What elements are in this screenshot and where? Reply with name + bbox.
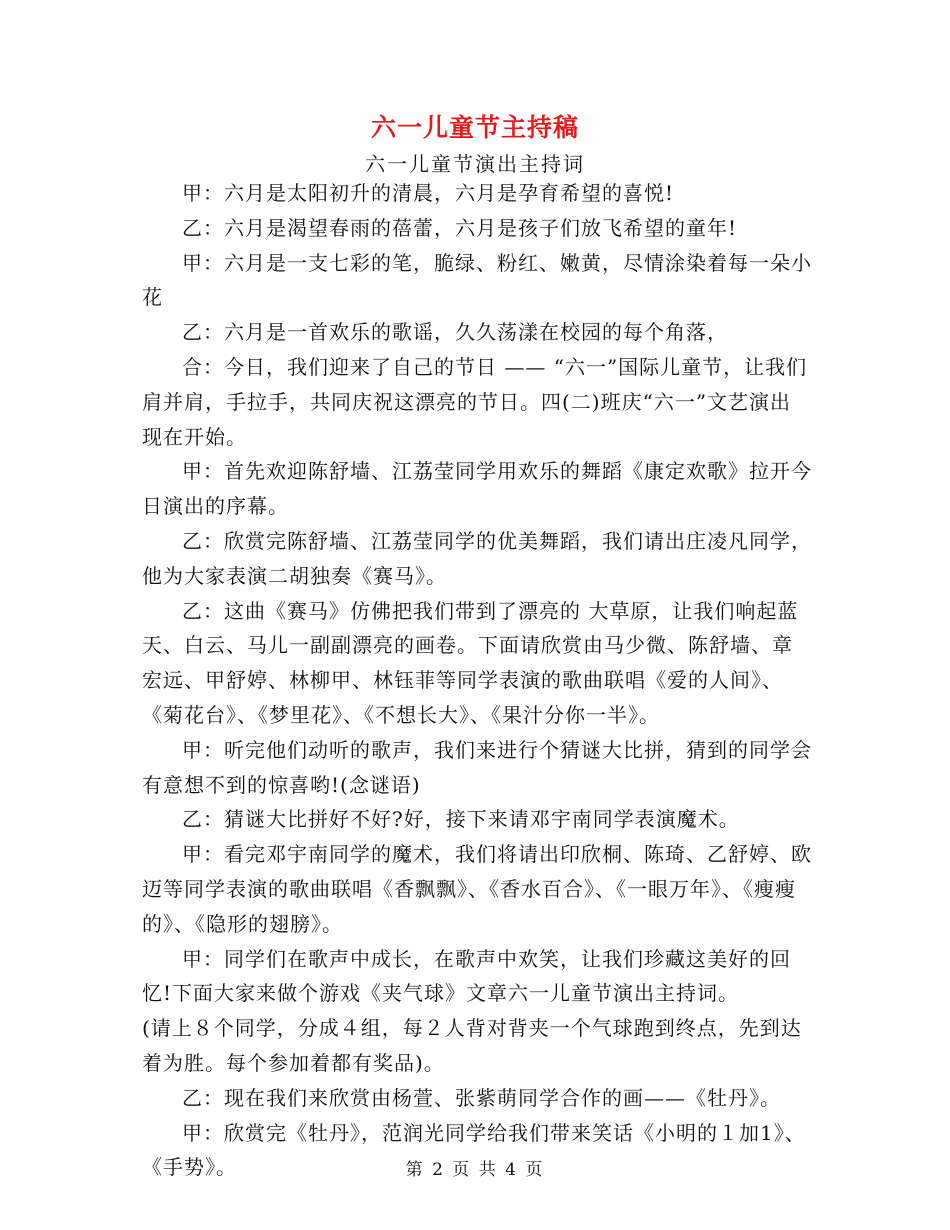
paragraph: 甲：首先欢迎陈舒墙、江荔莹同学用欢乐的舞蹈《康定欢歌》拉开今日演出的序幕。 — [142, 459, 812, 519]
paragraph: 乙：这曲《赛马》仿佛把我们带到了漂亮的 大草原，让我们响起蓝天、白云、马儿一副副漂亮的画卷。下面请欣赏由马少微、陈舒墙、章宏远、甲舒婷、林柳甲、林钰菲等同学表演的歌曲联唱《爱的人间》、《菊花台》、《梦里花》、《不想长大》、《果汁分你一半》。 — [142, 598, 799, 727]
paragraph: 甲：看完邓宇南同学的魔术，我们将请出印欣桐、陈琦、乙舒婷、欧迈等同学表演的歌曲联唱《香飘飘》、《香水百合》、《一眼万年》、《瘦瘦的》、《隐形的翅膀》。 — [142, 842, 812, 936]
document-body — [142, 176, 812, 1185]
paragraph: 甲：同学们在歌声中成长，在歌声中欢笑，让我们珍藏这美好的回忆!下面大家来做个游戏《夹气球》文章六一儿童节演出主持词。 — [142, 946, 791, 1006]
paragraph: 甲：六月是一支七彩的笔，脆绿、粉红、嫩黄，尽情涂染着每一朵小花 — [142, 250, 812, 310]
paragraph: 乙：现在我们来欣赏由杨萱、张紫萌同学合作的画——《牡丹》。 — [182, 1085, 781, 1110]
paragraph: 乙：猜谜大比拼好不好?好，接下来请邓宇南同学表演魔术。 — [182, 807, 740, 832]
paragraph: 乙：欣赏完陈舒墙、江荔莹同学的优美舞蹈，我们请出庄凌凡同学，他为大家表演二胡独奏《赛马》。 — [142, 528, 812, 588]
page-number: 第 2 页 共 4 页 — [405, 1160, 545, 1180]
paragraph: 甲：欣赏完《牡丹》，范润光同学给我们带来笑话《小明的１加1》、《手势》。 — [142, 1120, 806, 1180]
paragraph-note: (请上８个同学，分成４组，每２人背对背夹一个气球跑到终点，先到达着为胜。每个参加着都有奖品)。 — [142, 1016, 802, 1075]
paragraph: 乙：六月是渴望春雨的蓓蕾，六月是孩子们放飞希望的童年! — [182, 215, 738, 240]
paragraph: 合：今日，我们迎来了自己的节日 —— “六一”国际儿童节，让我们肩并肩，手拉手，共同庆祝这漂亮的节日。四(二)班庆“六一”文艺演出现在开始。 — [142, 354, 808, 449]
document-title: 六一儿童节主持稿 — [370, 113, 579, 142]
paragraph: 甲：听完他们动听的歌声，我们来进行个猜谜大比拼，猜到的同学会有意想不到的惊喜哟!(念谜语) — [142, 737, 812, 797]
paragraph: 甲：六月是太阳初升的清晨，六月是孕育希望的喜悦! — [182, 181, 675, 205]
paragraph: 乙：六月是一首欢乐的歌谣，久久荡漾在校园的每个角落， — [182, 320, 728, 345]
document-subtitle: 六一儿童节演出主持词 — [365, 152, 585, 176]
